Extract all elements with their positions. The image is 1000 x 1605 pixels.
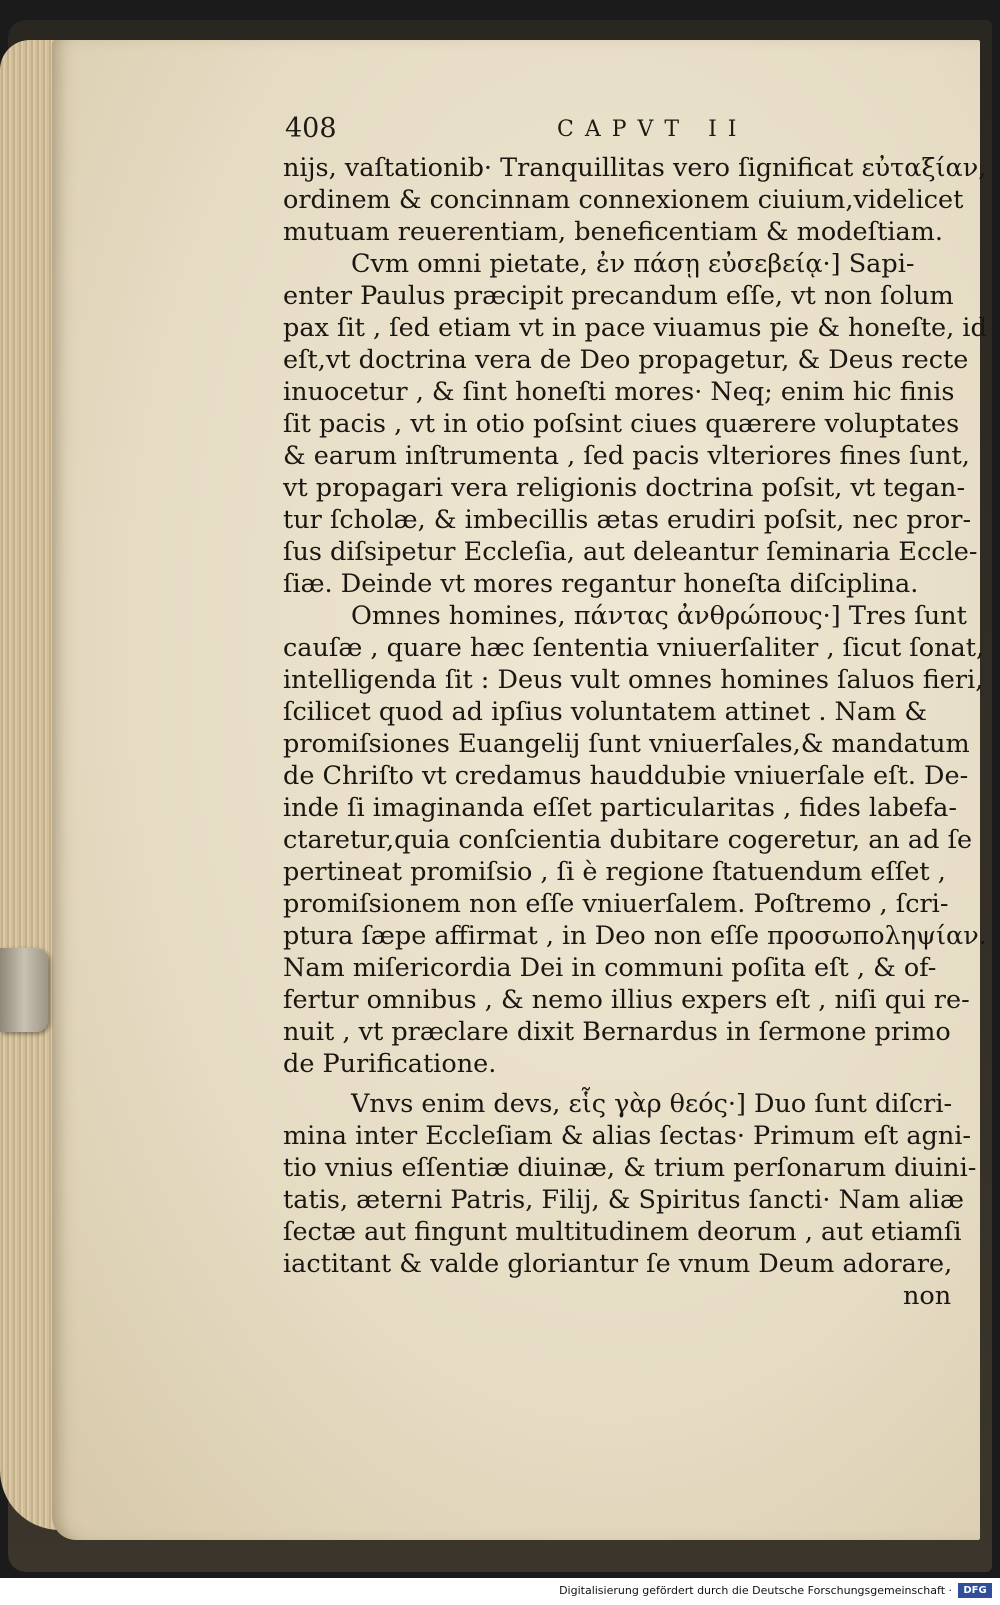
text-line: mina inter Eccleſiam & alias ſectas· Primum eſt agni- [283,1121,972,1151]
text-line: ſcilicet quod ad ipſius voluntatem attinet . Nam & [283,697,928,727]
text-line: pertineat promiſsio , ſi è regione ſtatuendum eſſet , [283,857,946,887]
text-line: ſus diſsipetur Eccleſia, aut deleantur ſeminaria Eccle- [283,537,978,567]
text-line: nijs, vaſtationib· Tranquillitas vero ſignificat εὐταξίαν, [283,153,987,183]
text-line: tatis, æterni Patris, Filij, & Spiritus ſancti· Nam aliæ [283,1185,964,1215]
text-line: eſt,vt doctrina vera de Deo propagetur, & Deus recte [283,345,969,375]
text-line: fertur omnibus , & nemo illius expers eſt , niſi qui re- [283,985,970,1015]
text-line: iactitant & valde gloriantur ſe vnum Deum adorare, [283,1249,953,1279]
text-line: promiſsionem non eſſe vniuerſalem. Poſtremo , ſcri- [283,889,949,919]
text-line: enter Paulus præcipit precandum eſſe, vt non ſolum [283,281,954,311]
text-line: vt propagari vera religionis doctrina poſsit, vt tegan- [283,473,966,503]
text-line: ſectæ aut fingunt multitudinem deorum , aut etiamſi [283,1217,962,1247]
page-header [285,113,955,149]
dfg-logo: DFG [958,1583,992,1598]
text-line: ſiæ. Deinde vt mores regantur honeſta diſciplina. [283,569,919,599]
catchword: non [903,1281,952,1311]
text-line: tur ſcholæ, & imbecillis ætas erudiri poſsit, nec pror- [283,505,972,535]
text-line: Vnvs enim devs, εἷς γὰρ θεός·] Duo ſunt diſcri- [351,1089,953,1119]
clasp-icon [0,948,48,1032]
text-line: ſit pacis , vt in otio poſsint ciues quærere voluptates [283,409,960,439]
footer-bar [0,1578,1000,1605]
text-line: Nam miſericordia Dei in communi poſita eſt , & of- [283,953,937,983]
text-line: inuocetur , & ſint honeſti mores· Neq; enim hic finis [283,377,955,407]
page-number: 408 [285,113,337,144]
text-line: promiſsiones Euangelij ſunt vniuerſales,& mandatum [283,729,970,759]
text-line: pax ſit , ſed etiam vt in pace viuamus pie & honeſte, id [283,313,987,343]
text-line: inde ſi imaginanda eſſet particularitas , fides labefa- [283,793,957,823]
text-line: mutuam reuerentiam, beneficentiam & modeſtiam. [283,217,943,247]
footer-credit: Digitalisierung gefördert durch die Deutsche Forschungsgemeinschaft · [559,1584,952,1597]
text-line: de Purificatione. [283,1049,497,1079]
text-line: tio vnius eſſentiæ diuinæ, & trium perſonarum diuini- [283,1153,977,1183]
text-line: ptura ſæpe affirmat , in Deo non eſſe προσωποληψίαν. [283,921,987,951]
text-line: Cvm omni pietate, ἐν πάσῃ εὐσεβείᾳ·] Sapi- [351,249,915,279]
text-line: cauſæ , quare hæc ſententia vniuerſaliter , ſicut ſonat, [283,633,985,663]
text-line: intelligenda ſit : Deus vult omnes homines ſaluos fieri, [283,665,984,695]
running-head: CAPVT II [557,117,748,142]
text-line: Omnes homines, πάντας ἀνθρώπους·] Tres ſunt [351,601,967,631]
text-line: de Chriſto vt credamus hauddubie vniuerſale eſt. De- [283,761,969,791]
text-line: ordinem & concinnam connexionem ciuium,videlicet [283,185,964,215]
text-line: ctaretur,quia conſcientia dubitare cogeretur, an ad ſe [283,825,973,855]
text-line: nuit , vt præclare dixit Bernardus in ſermone primo [283,1017,951,1047]
text-line: & earum inſtrumenta , ſed pacis vlteriores fines ſunt, [283,441,970,471]
